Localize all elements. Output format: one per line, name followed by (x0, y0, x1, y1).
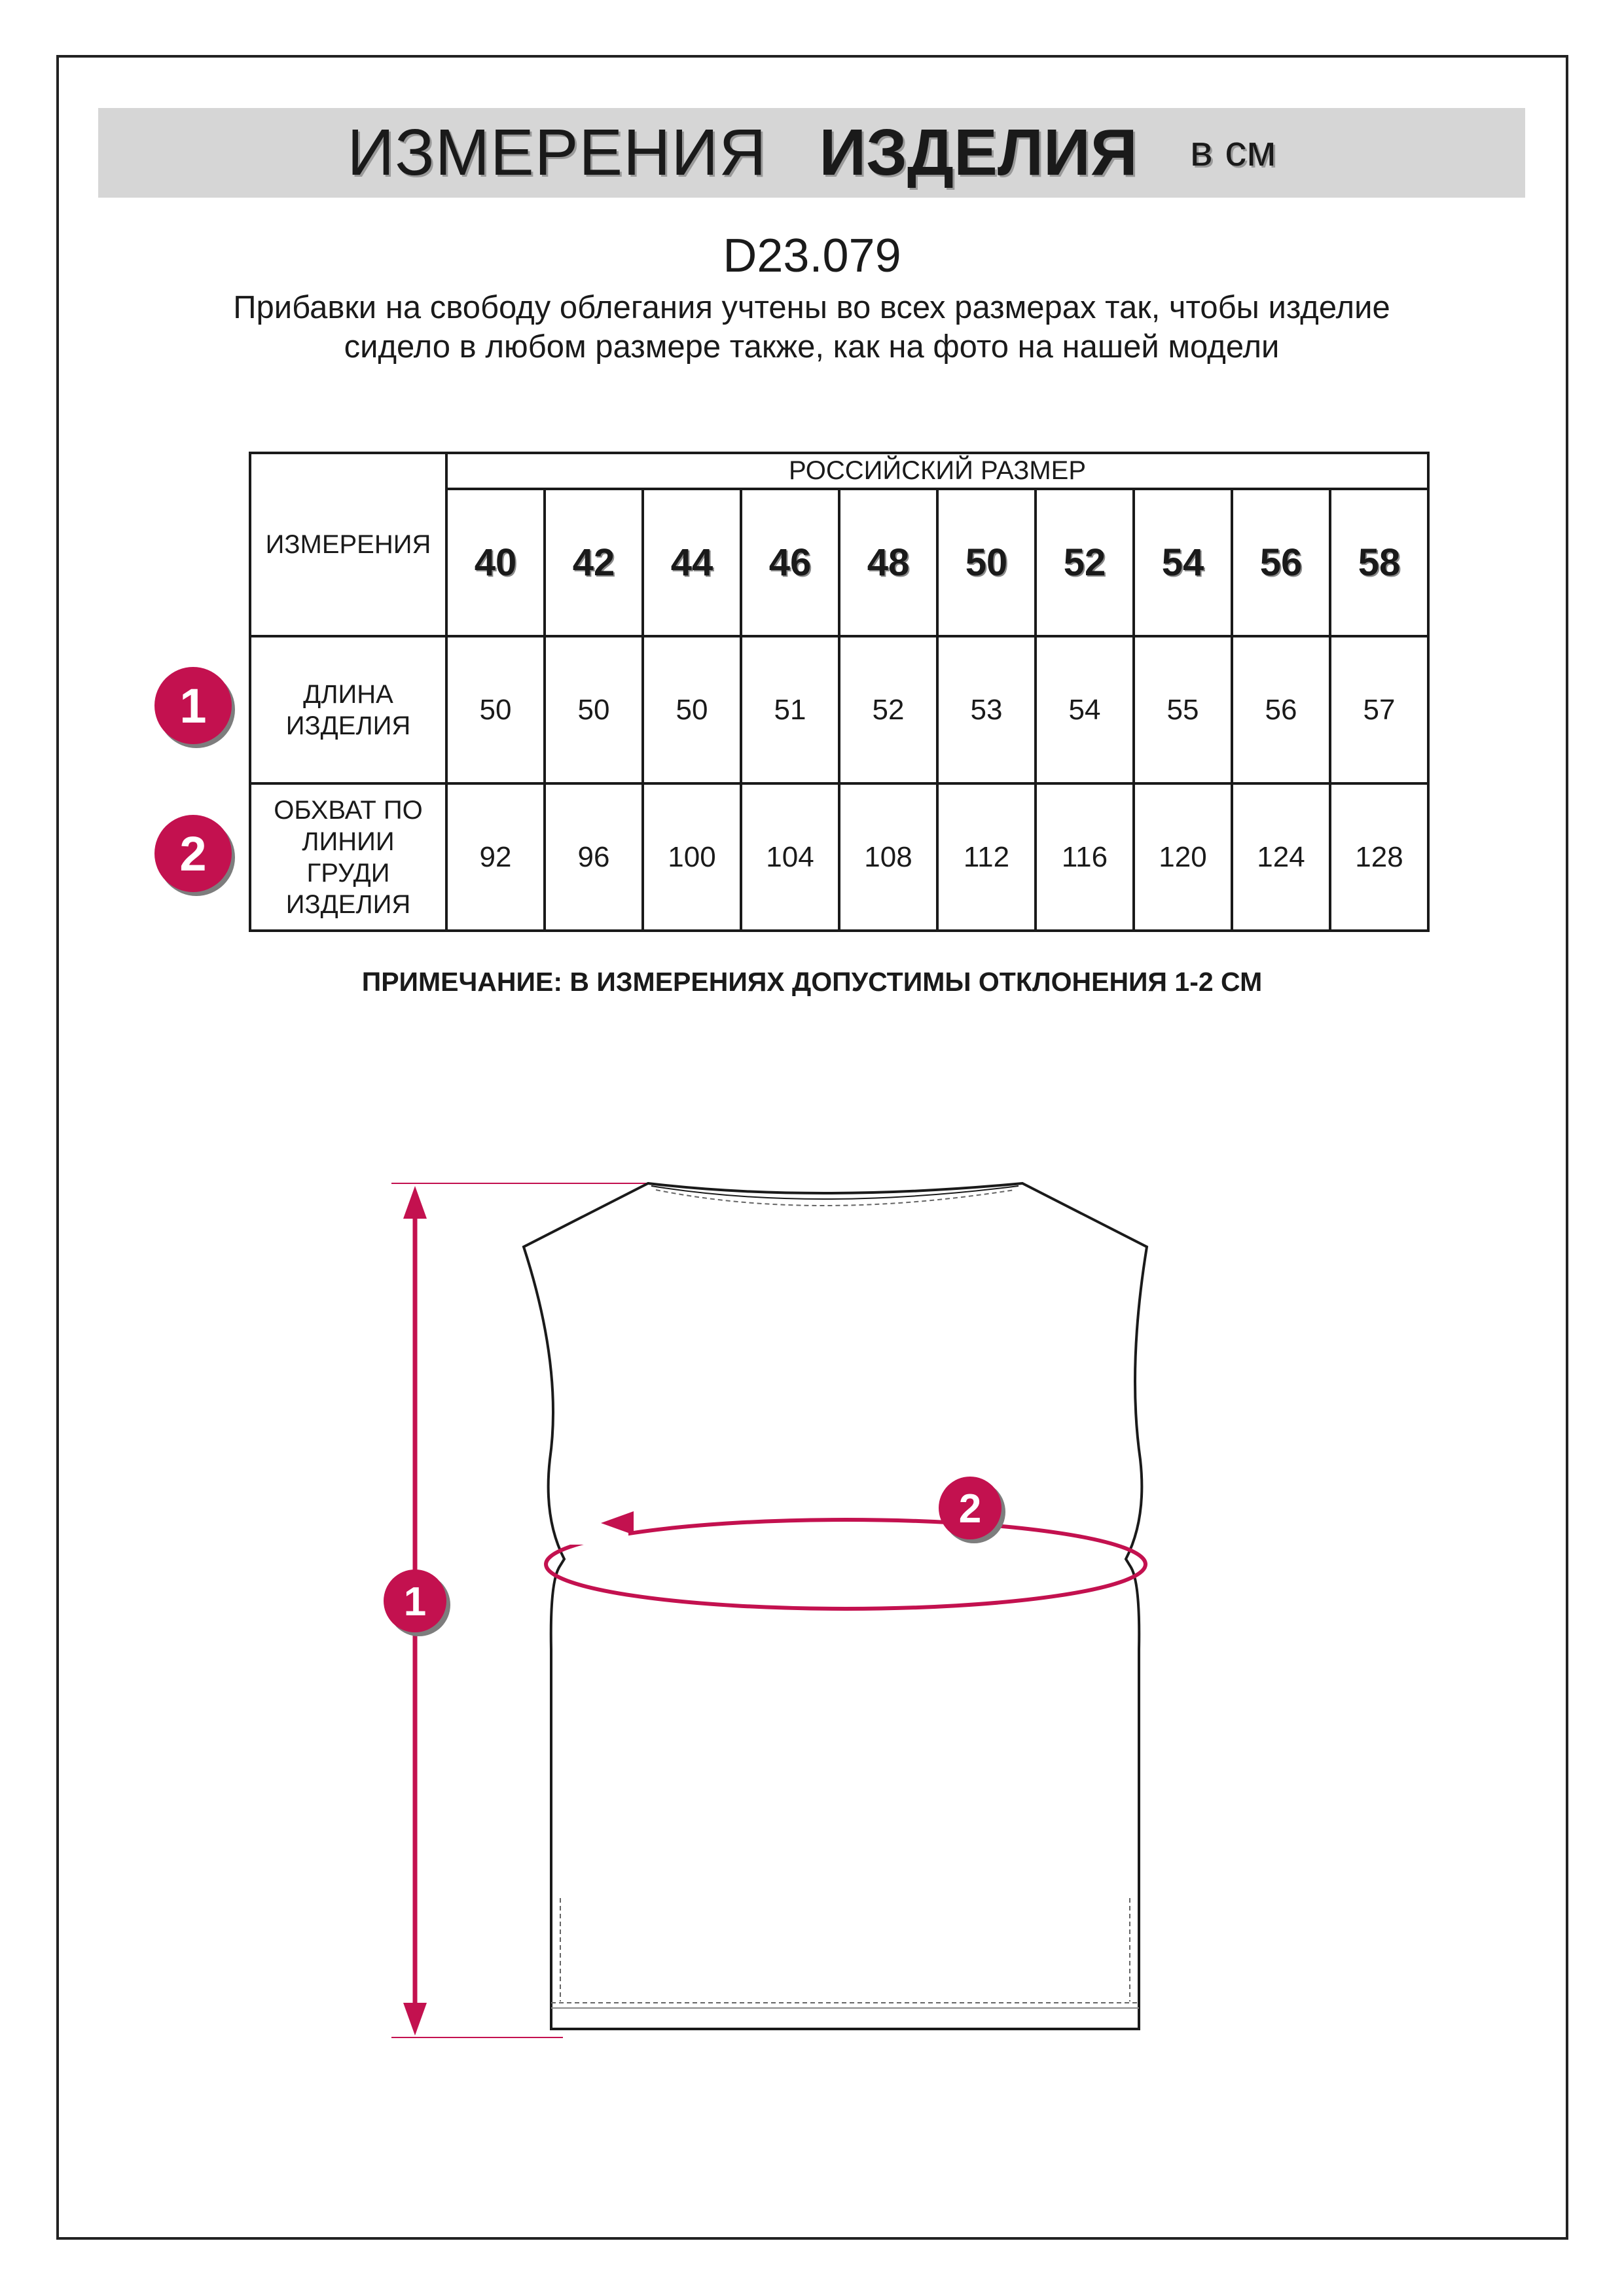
tolerance-note: ПРИМЕЧАНИЕ: В ИЗМЕРЕНИЯХ ДОПУСТИМЫ ОТКЛОНЕНИЯ 1-2 СМ (361, 967, 1263, 997)
table-cell: 112 (937, 783, 1036, 931)
size-header: 40 (446, 489, 545, 636)
row-label-chest: ОБХВАТ ПО ЛИНИИ ГРУДИ ИЗДЕЛИЯ (250, 783, 446, 931)
article-number: D23.079 (723, 230, 901, 282)
table-cell: 50 (545, 636, 643, 783)
table-cell: 96 (545, 783, 643, 931)
table-cell: 57 (1330, 636, 1428, 783)
diagram-badge-2-label: 2 (958, 1486, 982, 1532)
garment-outline (524, 1183, 1147, 2029)
table-cell: 108 (839, 783, 937, 931)
table-cell: 116 (1036, 783, 1134, 931)
table-cell: 100 (643, 783, 741, 931)
length-arrow-head-top (403, 1186, 427, 1219)
size-header: 56 (1232, 489, 1330, 636)
table-cell: 52 (839, 636, 937, 783)
table-cell: 120 (1134, 783, 1232, 931)
region-label: РОССИЙСКИЙ РАЗМЕР (446, 453, 1428, 489)
table-cell: 92 (446, 783, 545, 931)
table-cell: 56 (1232, 636, 1330, 783)
table-cell: 104 (741, 783, 839, 931)
table-cell: 50 (643, 636, 741, 783)
table-cell: 124 (1232, 783, 1330, 931)
title-bold: ИЗДЕЛИЯ (819, 116, 1138, 189)
title-unit: в см (1189, 126, 1276, 175)
row-label-length: ДЛИНА ИЗДЕЛИЯ (250, 636, 446, 783)
table-cell: 128 (1330, 783, 1428, 931)
marker-badge-1: 1 (154, 667, 232, 744)
size-header: 50 (937, 489, 1036, 636)
table-cell: 55 (1134, 636, 1232, 783)
size-header: 48 (839, 489, 937, 636)
size-header: 42 (545, 489, 643, 636)
size-header: 52 (1036, 489, 1134, 636)
table-cell: 53 (937, 636, 1036, 783)
size-header: 54 (1134, 489, 1232, 636)
size-header: 58 (1330, 489, 1428, 636)
corner-label: ИЗМЕРЕНИЯ (250, 453, 446, 636)
table-cell: 51 (741, 636, 839, 783)
fit-description: Прибавки на свободу облегания учтены во всех размерах так, чтобы изделие сидело в любом размере также, как на фото на нашей модели (233, 290, 1390, 365)
length-arrow-head-bottom (403, 2003, 427, 2036)
size-header: 46 (741, 489, 839, 636)
diagram-badge-1-label: 1 (403, 1579, 427, 1624)
marker-badge-2: 2 (154, 815, 232, 892)
chest-ellipse (546, 1520, 1146, 1609)
size-header: 44 (643, 489, 741, 636)
table-cell: 54 (1036, 636, 1134, 783)
title-regular: ИЗМЕРЕНИЯ (347, 116, 767, 189)
table-cell: 50 (446, 636, 545, 783)
